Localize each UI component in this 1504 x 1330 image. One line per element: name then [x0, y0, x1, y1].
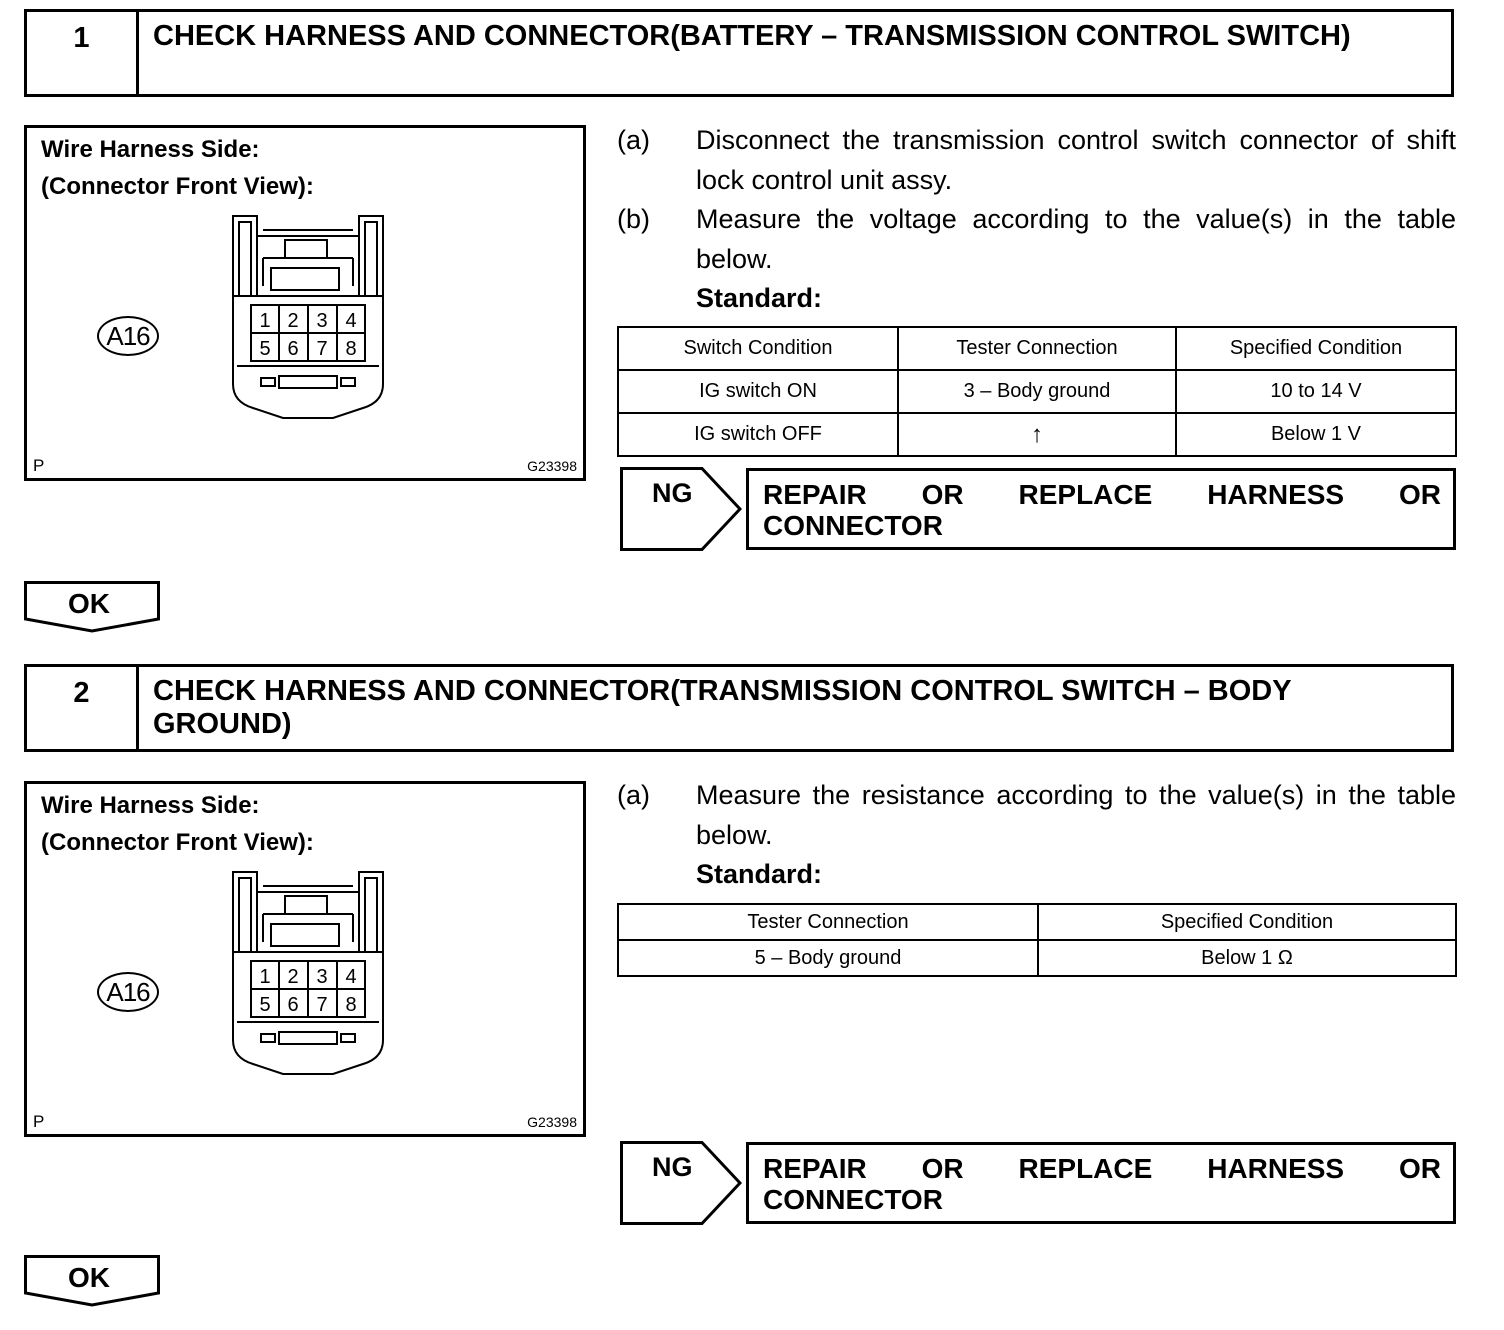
connector-id-label: A16 [97, 972, 159, 1012]
pin-7: 7 [316, 338, 328, 360]
connector-front-view-icon [223, 862, 393, 1082]
pin-4: 4 [345, 310, 357, 332]
table-cell: 10 to 14 V [1176, 370, 1456, 413]
pin-1: 1 [259, 310, 271, 332]
step-1-header [24, 9, 1454, 97]
step-title: CHECK HARNESS AND CONNECTOR(TRANSMISSION CONTROL SWITCH – BODY GROUND) [153, 675, 1292, 740]
ng-word: HARNESS [1207, 1153, 1345, 1184]
pin-2: 2 [287, 310, 299, 332]
spec-table [617, 903, 1457, 977]
ng-word: HARNESS [1207, 479, 1345, 510]
figure-caption-line1: Wire Harness Side: [41, 792, 260, 819]
ng-word: OR [921, 1153, 964, 1184]
ng-action-box [746, 468, 1456, 550]
pin-4: 4 [345, 966, 357, 988]
table-header: Switch Condition [618, 327, 898, 370]
pin-1: 1 [259, 966, 271, 988]
step-number: 2 [27, 667, 139, 749]
step-2-header [24, 664, 1454, 752]
instruction-label: (a) [617, 125, 650, 155]
pin-8: 8 [345, 338, 357, 360]
pin-7: 7 [316, 994, 328, 1016]
step-title: CHECK HARNESS AND CONNECTOR(BATTERY – TRANSMISSION CONTROL SWITCH) [153, 20, 1351, 52]
step-number: 1 [27, 12, 139, 94]
ng-word: OR [1399, 479, 1441, 510]
ng-line2: CONNECTOR [763, 510, 943, 541]
ng-word: REPAIR [763, 1153, 867, 1184]
instruction-label: (a) [617, 780, 650, 810]
connector-figure [24, 781, 586, 1137]
figure-caption-line2: (Connector Front View): [41, 173, 314, 200]
pin-2: 2 [287, 966, 299, 988]
figure-corner-letter: P [33, 1112, 45, 1131]
pin-3: 3 [316, 966, 328, 988]
ok-label: OK [68, 588, 110, 619]
standard-label: Standard: [696, 859, 823, 889]
figure-code: G23398 [527, 1114, 577, 1130]
table-cell: Below 1 V [1176, 413, 1456, 456]
pin-8: 8 [345, 994, 357, 1016]
ok-label: OK [68, 1262, 110, 1293]
instruction-a [617, 775, 1457, 855]
instruction-a [617, 120, 1457, 200]
connector-figure [24, 125, 586, 481]
connector-id-label: A16 [97, 316, 159, 356]
pin-6: 6 [287, 338, 299, 360]
ng-label: NG [652, 1152, 693, 1182]
pin-6: 6 [287, 994, 299, 1016]
connector-front-view-icon [223, 206, 393, 426]
table-header: Specified Condition [1176, 327, 1456, 370]
table-cell: Below 1 Ω [1038, 940, 1456, 976]
figure-code: G23398 [527, 458, 577, 474]
ng-word: REPAIR [763, 479, 867, 510]
table-cell: IG switch OFF [618, 413, 898, 456]
table-header: Tester Connection [618, 904, 1038, 940]
standard-label: Standard: [696, 283, 823, 313]
ng-word: OR [921, 479, 964, 510]
pin-5: 5 [259, 338, 271, 360]
pin-5: 5 [259, 994, 271, 1016]
spec-table [617, 326, 1457, 457]
ng-word: REPLACE [1018, 1153, 1153, 1184]
figure-caption-line2: (Connector Front View): [41, 829, 314, 856]
figure-corner-letter: P [33, 456, 45, 475]
instruction-text: Measure the resistance according to the value(s) in the table below. [696, 780, 1456, 850]
instruction-b [617, 199, 1457, 279]
instruction-label: (b) [617, 204, 650, 234]
table-cell: IG switch ON [618, 370, 898, 413]
ng-label: NG [652, 478, 693, 508]
table-header: Tester Connection [898, 327, 1176, 370]
instruction-text: Disconnect the transmission control switch connector of shift lock control unit assy. [696, 125, 1456, 195]
table-cell: 5 – Body ground [618, 940, 1038, 976]
figure-caption-line1: Wire Harness Side: [41, 136, 260, 163]
ng-line2: CONNECTOR [763, 1184, 943, 1215]
pin-3: 3 [316, 310, 328, 332]
table-header: Specified Condition [1038, 904, 1456, 940]
ng-action-box [746, 1142, 1456, 1224]
table-cell: ↑ [898, 413, 1176, 456]
ng-word: REPLACE [1018, 479, 1153, 510]
ng-word: OR [1399, 1153, 1441, 1184]
instruction-text: Measure the voltage according to the value(s) in the table below. [696, 204, 1456, 274]
table-cell: 3 – Body ground [898, 370, 1176, 413]
